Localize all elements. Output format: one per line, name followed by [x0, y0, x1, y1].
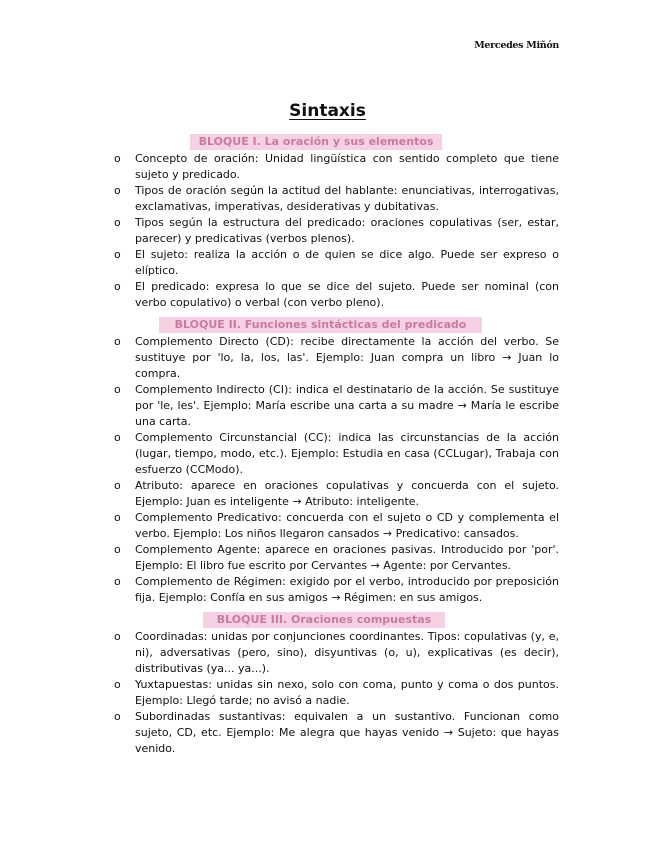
list-item: o Complemento de Régimen: exigido por el verbo, introducido por preposición fija. Ejemplo: Confía en sus amigos → Régimen: en sus amigos. — [112, 574, 559, 606]
list-item: o Complemento Circunstancial (CC): indica las circunstancias de la acción (lugar, tiempo, modo, etc.). Ejemplo: Estudia en casa (CCLugar), Trabaja con esfuerzo (CCModo). — [112, 430, 559, 478]
bullet-list — [112, 629, 559, 757]
list-item: o Complemento Directo (CD): recibe directamente la acción del verbo. Se sustituye por 'lo, la, los, las'. Ejemplo: Juan compra un libro → Juan lo compra. — [112, 334, 559, 382]
block-heading: BLOQUE I. La oración y sus elementos — [190, 134, 442, 150]
block-heading: BLOQUE II. Funciones sintácticas del predicado — [159, 317, 482, 333]
list-item: o Yuxtapuestas: unidas sin nexo, solo con coma, punto y coma o dos puntos. Ejemplo: Llegó tarde; no avisó a nadie. — [112, 677, 559, 709]
list-item: o Subordinadas sustantivas: equivalen a un sustantivo. Funcionan como sujeto, CD, etc. Ejemplo: Me alegra que hayas venido → Sujeto: que hayas venido. — [112, 709, 559, 757]
block-heading: BLOQUE III. Oraciones compuestas — [203, 612, 445, 628]
list-item: o Complemento Agente: aparece en oraciones pasivas. Introducido por 'por'. Ejemplo: El libro fue escrito por Cervantes → Agente: por Cervantes. — [112, 542, 559, 574]
list-item: o El predicado: expresa lo que se dice del sujeto. Puede ser nominal (con verbo copulativo) o verbal (con verbo pleno). — [112, 279, 559, 311]
list-item: o Tipos según la estructura del predicado: oraciones copulativas (ser, estar, parecer) y predicativas (verbos plenos). — [112, 215, 559, 247]
bullet-list — [112, 334, 559, 606]
list-item: o Concepto de oración: Unidad lingüística con sentido completo que tiene sujeto y predicado. — [112, 151, 559, 183]
document-body — [112, 132, 559, 757]
page-title: Sintaxis — [289, 101, 366, 121]
list-item: o Atributo: aparece en oraciones copulativas y concuerda con el sujeto. Ejemplo: Juan es inteligente → Atributo: inteligente. — [112, 478, 559, 510]
author-name: Mercedes Miñón — [474, 40, 559, 51]
list-item: o El sujeto: realiza la acción o de quien se dice algo. Puede ser expreso o elíptico. — [112, 247, 559, 279]
list-item: o Coordinadas: unidas por conjunciones coordinantes. Tipos: copulativas (y, e, ni), adversativas (pero, sino), disyuntivas (o, u), explicativas (es decir), distributivas (ya... ya...). — [112, 629, 559, 677]
bullet-list — [112, 151, 559, 311]
list-item: o Complemento Indirecto (CI): indica el destinatario de la acción. Se sustituye por 'le, les'. Ejemplo: María escribe una carta a su madre → María le escribe una carta. — [112, 382, 559, 430]
list-item: o Complemento Predicativo: concuerda con el sujeto o CD y complementa el verbo. Ejemplo: Los niños llegaron cansados → Predicativo: cansados. — [112, 510, 559, 542]
list-item: o Tipos de oración según la actitud del hablante: enunciativas, interrogativas, exclamativas, imperativas, desiderativas y dubitativas. — [112, 183, 559, 215]
